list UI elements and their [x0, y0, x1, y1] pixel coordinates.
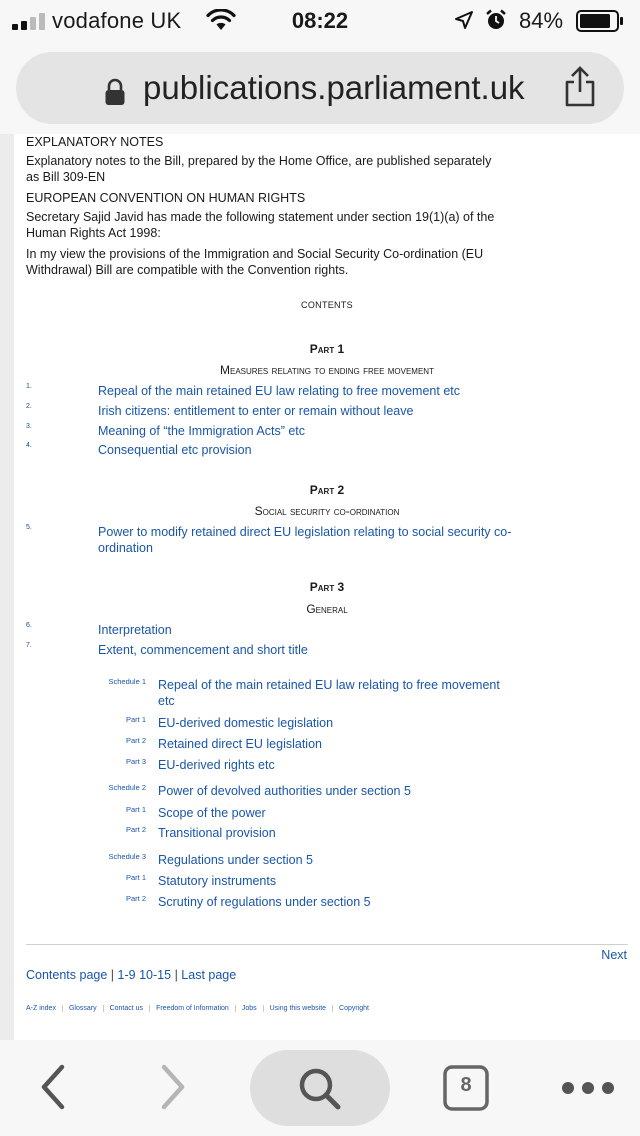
section-number: 4. — [26, 442, 32, 449]
part-3-heading: Part 3 — [309, 580, 345, 594]
footer-link-a-z-index[interactable]: A-Z index — [26, 1005, 56, 1012]
schedule-part-label: Part 1 — [125, 715, 146, 724]
battery-icon — [576, 10, 624, 32]
schedule-part-label: Part 2 — [125, 894, 146, 903]
footer-links — [26, 1005, 375, 1012]
back-icon[interactable] — [34, 1062, 74, 1112]
separator: | — [174, 968, 178, 982]
more-options-icon[interactable] — [560, 1078, 616, 1098]
status-time: 08:22 — [291, 8, 349, 33]
schedule-3-link[interactable]: Regulations under section 5 — [158, 853, 313, 867]
part-2-subheading: Social security co-ordination — [254, 504, 400, 518]
section-number: 3. — [26, 423, 32, 430]
section-link-4[interactable]: Consequential etc provision — [98, 443, 252, 457]
schedule-part-label: Part 3 — [125, 757, 146, 766]
schedule-label: Schedule 3 — [108, 852, 146, 861]
footer-link-foi[interactable]: Freedom of Information — [149, 1005, 235, 1012]
footer-link-jobs[interactable]: Jobs — [235, 1005, 263, 1012]
statement-text-line1: Secretary Sajid Javid has made the following statement under section 19(1)(a) of the — [26, 210, 495, 224]
contents-page-link[interactable]: Contents page — [26, 968, 108, 982]
schedule-part-label: Part 1 — [125, 873, 146, 882]
last-page-link[interactable]: Last page — [181, 968, 237, 982]
echr-heading: EUROPEAN CONVENTION ON HUMAN RIGHTS — [26, 191, 306, 205]
browser-address-area — [0, 42, 640, 134]
section-link-5-line2[interactable]: ordination — [98, 541, 153, 555]
explanatory-notes-text-line2: as Bill 309-EN — [26, 170, 106, 184]
footer-link-copyright[interactable]: Copyright — [332, 1005, 375, 1012]
schedule-3-part-1-link[interactable]: Statutory instruments — [158, 874, 277, 888]
section-link-5[interactable] — [98, 524, 511, 556]
compatibility-text-line2: Withdrawal) Bill are compatible with the Convention rights. — [26, 263, 349, 277]
footer-link-glossary[interactable]: Glossary — [62, 1005, 103, 1012]
schedule-1-link[interactable] — [158, 677, 500, 709]
schedule-2-link[interactable]: Power of devolved authorities under section 5 — [158, 784, 411, 798]
section-number: 5. — [26, 524, 32, 531]
schedule-2-part-1-link[interactable]: Scope of the power — [158, 806, 266, 820]
schedule-1-part-1-link[interactable]: EU-derived domestic legislation — [158, 716, 334, 730]
schedule-3-part-2-link[interactable]: Scrutiny of regulations under section 5 — [158, 895, 371, 909]
browser-toolbar — [0, 1040, 640, 1136]
section-number: 7. — [26, 642, 32, 649]
part-1-heading: Part 1 — [309, 342, 345, 356]
explanatory-notes-text-line1: Explanatory notes to the Bill, prepared by the Home Office, are published separately — [26, 154, 492, 168]
schedule-label: Schedule 1 — [108, 677, 146, 686]
alarm-clock-icon — [484, 8, 508, 32]
statement-text-line2: Human Rights Act 1998: — [26, 226, 161, 240]
schedule-2-part-2-link[interactable]: Transitional provision — [158, 826, 276, 840]
carrier-name: vodafone UK — [52, 8, 182, 33]
part-3-subheading: General — [306, 602, 348, 616]
section-link-7[interactable]: Extent, commencement and short title — [98, 643, 308, 657]
url-text[interactable]: publications.parliament.uk — [143, 69, 525, 106]
part-1-subheading: Measures relating to ending free movement — [220, 363, 434, 377]
schedule-1-link-line1[interactable]: Repeal of the main retained EU law relating to free movement — [158, 678, 500, 692]
search-icon — [296, 1066, 344, 1112]
page-range-link-2[interactable]: 10-15 — [139, 968, 172, 982]
search-button[interactable] — [250, 1050, 390, 1126]
page-range-link-1[interactable]: 1-9 — [117, 968, 136, 982]
section-number: 2. — [26, 403, 32, 410]
next-page-link[interactable]: Next — [601, 948, 627, 962]
schedule-part-label: Part 2 — [125, 736, 146, 745]
status-bar — [0, 0, 640, 42]
explanatory-notes-heading: EXPLANATORY NOTES — [26, 135, 164, 149]
divider — [26, 944, 628, 945]
schedule-1-link-line2[interactable]: etc — [158, 694, 175, 708]
tab-count[interactable]: 8 — [460, 1074, 472, 1096]
location-arrow-icon — [454, 10, 474, 30]
share-icon[interactable] — [562, 64, 598, 108]
schedule-1-part-3-link[interactable]: EU-derived rights etc — [158, 758, 275, 772]
section-link-2[interactable]: Irish citizens: entitlement to enter or remain without leave — [98, 404, 414, 418]
compatibility-text-line1: In my view the provisions of the Immigration and Social Security Co-ordination (EU — [26, 247, 484, 261]
schedule-part-label: Part 1 — [125, 805, 146, 814]
schedule-label: Schedule 2 — [108, 783, 146, 792]
footer-link-using-this-website[interactable]: Using this website — [263, 1005, 332, 1012]
separator: | — [110, 968, 115, 982]
section-link-6[interactable]: Interpretation — [98, 623, 172, 637]
lock-icon — [104, 78, 126, 106]
battery-percentage: 84% — [519, 8, 564, 33]
section-link-3[interactable]: Meaning of “the Immigration Acts” etc — [98, 424, 306, 438]
section-link-5-line1[interactable]: Power to modify retained direct EU legislation relating to social security co- — [98, 525, 512, 539]
section-link-1[interactable]: Repeal of the main retained EU law relating to free movement etc — [98, 384, 460, 398]
contents-heading: CONTENTS — [301, 300, 353, 310]
page-navigation — [26, 968, 236, 982]
web-page — [14, 134, 640, 1040]
section-number: 6. — [26, 622, 32, 629]
footer-link-contact-us[interactable]: Contact us — [103, 1005, 149, 1012]
section-number: 1. — [26, 383, 32, 390]
schedule-1-part-2-link[interactable]: Retained direct EU legislation — [158, 737, 322, 751]
schedule-part-label: Part 2 — [125, 825, 146, 834]
part-2-heading: Part 2 — [309, 483, 345, 497]
forward-icon[interactable] — [152, 1062, 192, 1112]
